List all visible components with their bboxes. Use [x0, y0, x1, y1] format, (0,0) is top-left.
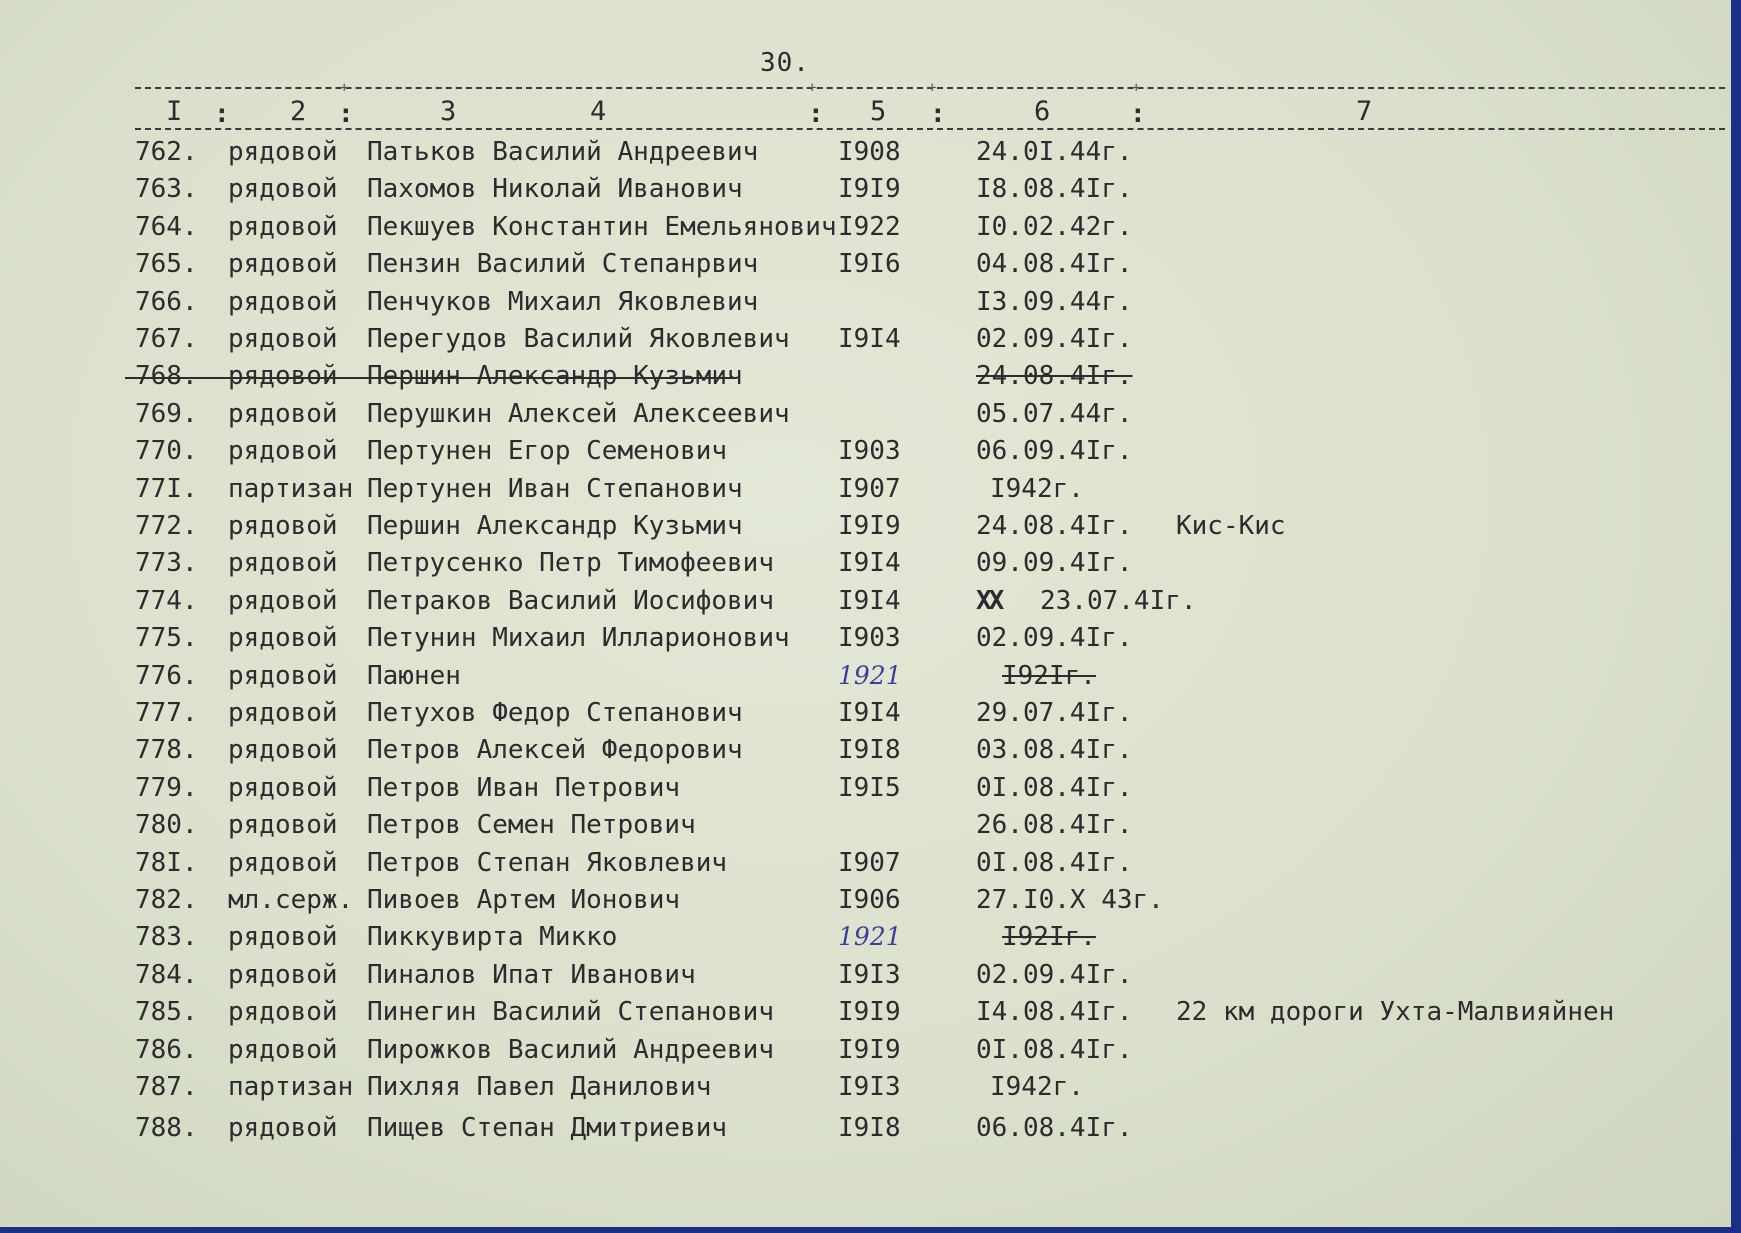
column-header-3: 3: [440, 96, 457, 127]
table-row: [0, 246, 1700, 282]
record-rank: рядовой: [228, 959, 338, 990]
record-name: Петухов Федор Степанович: [367, 698, 743, 728]
record-date: 23.07.4Iг.: [1040, 585, 1197, 616]
record-rank: партизан: [228, 1072, 354, 1102]
column-separator: :: [1130, 99, 1146, 129]
record-birth-year: 1921: [838, 660, 902, 690]
record-rank: рядовой: [228, 361, 338, 392]
record-date: 24.08.4Iг.: [976, 361, 1133, 392]
record-number: 776.: [135, 660, 198, 691]
record-rank: рядовой: [228, 286, 338, 317]
record-number: 769.: [135, 398, 198, 429]
record-date: 24.0I.44г.: [976, 137, 1133, 167]
header-tick: +: [928, 80, 937, 96]
record-name: Пивоев Артем Ионович: [367, 885, 681, 915]
table-row: [0, 471, 1700, 507]
record-birth-year: I906: [838, 885, 901, 915]
column-header-7: 7: [1356, 96, 1373, 127]
record-rank: рядовой: [228, 772, 338, 803]
record-date: I3.09.44г.: [976, 286, 1133, 317]
record-birth-year: I908: [838, 137, 901, 167]
record-number: 779.: [135, 772, 198, 803]
table-row: [0, 284, 1700, 320]
header-tick: +: [1132, 80, 1141, 96]
strike-through-line: [125, 377, 737, 379]
record-number: 775.: [135, 623, 198, 654]
record-number: 786.: [135, 1034, 198, 1065]
record-date: I92Iг.: [1002, 660, 1096, 691]
record-number: 773.: [135, 548, 198, 579]
column-header-4: 4: [590, 96, 607, 127]
column-header-2: 2: [290, 96, 307, 127]
record-date: 0I.08.4Iг.: [976, 847, 1133, 878]
record-date: 06.09.4Iг.: [976, 436, 1133, 467]
record-number: 774.: [135, 585, 198, 616]
record-date: 02.09.4Iг.: [976, 623, 1133, 654]
record-number: 777.: [135, 698, 198, 728]
record-rank: мл.серж.: [228, 885, 354, 915]
record-rank: рядовой: [228, 436, 338, 467]
record-number: 762.: [135, 137, 198, 167]
table-row: [0, 732, 1700, 768]
record-rank: рядовой: [228, 511, 338, 541]
record-number: 783.: [135, 922, 198, 953]
record-name: Пинегин Василий Степанович: [367, 997, 774, 1028]
record-name: Петров Алексей Федорович: [367, 735, 743, 766]
record-number: 77I.: [135, 473, 198, 504]
record-rank: рядовой: [228, 810, 338, 841]
table-row: [0, 807, 1700, 843]
record-date: 27.I0.X 43г.: [976, 885, 1164, 915]
table-row: [0, 620, 1700, 656]
record-rank: рядовой: [228, 137, 338, 167]
record-name: Пенчуков Михаил Яковлевич: [367, 286, 759, 317]
record-date: I92Iг.: [1002, 922, 1096, 953]
record-birth-year: I907: [838, 473, 901, 504]
table-row: [0, 919, 1700, 955]
record-number: 772.: [135, 511, 198, 541]
record-correction-mark: XX: [976, 585, 1002, 616]
record-number: 765.: [135, 249, 198, 280]
record-rank: рядовой: [228, 548, 338, 579]
record-number: 788.: [135, 1113, 198, 1144]
record-name: Паюнен: [367, 660, 461, 691]
record-rank: рядовой: [228, 324, 338, 354]
column-header-5: 5: [870, 96, 887, 127]
record-birth-year: I9I8: [838, 1113, 901, 1144]
table-row: [0, 845, 1700, 881]
column-separator: :: [214, 99, 230, 129]
record-date: 0I.08.4Iг.: [976, 1034, 1133, 1065]
record-number: 78I.: [135, 847, 198, 878]
record-rank: рядовой: [228, 249, 338, 280]
record-date: 0I.08.4Iг.: [976, 772, 1133, 803]
record-number: 785.: [135, 997, 198, 1028]
record-rank: рядовой: [228, 735, 338, 766]
record-number: 780.: [135, 810, 198, 841]
record-birth-year: I9I9: [838, 1034, 901, 1065]
record-birth-year: I9I9: [838, 174, 901, 205]
record-number: 766.: [135, 286, 198, 317]
record-name: Пертунен Иван Степанович: [367, 473, 743, 504]
record-date: I4.08.4Iг.: [976, 997, 1133, 1028]
record-rank: рядовой: [228, 623, 338, 654]
table-row: [0, 396, 1700, 432]
record-birth-year: I9I4: [838, 548, 901, 579]
record-date: I8.08.4Iг.: [976, 174, 1133, 205]
record-number: 782.: [135, 885, 198, 915]
table-row: [0, 321, 1700, 357]
table-row: [0, 209, 1700, 245]
table-row: [0, 770, 1700, 806]
record-name: Пирожков Василий Андреевич: [367, 1034, 774, 1065]
record-name: Петров Семен Петрович: [367, 810, 696, 841]
record-number: 787.: [135, 1072, 198, 1102]
table-row: [0, 1110, 1700, 1146]
record-rank: рядовой: [228, 1113, 338, 1144]
record-rank: рядовой: [228, 698, 338, 728]
table-row: [0, 545, 1700, 581]
header-tick: +: [808, 80, 817, 96]
record-birth-year: I9I3: [838, 1072, 901, 1102]
record-number: 784.: [135, 959, 198, 990]
record-date: 05.07.44г.: [976, 398, 1133, 429]
record-date: I942г.: [990, 473, 1084, 504]
record-name: Перегудов Василий Яковлевич: [367, 324, 790, 354]
column-separator: :: [930, 99, 946, 129]
record-birth-year: I9I3: [838, 959, 901, 990]
record-rank: рядовой: [228, 211, 338, 242]
record-rank: рядовой: [228, 585, 338, 616]
record-name: Пиккувирта Микко: [367, 922, 618, 953]
table-row: [0, 1069, 1700, 1105]
table-row: [0, 994, 1700, 1030]
table-row: [0, 1032, 1700, 1068]
column-separator: :: [808, 99, 824, 129]
record-name: Петров Степан Яковлевич: [367, 847, 728, 878]
table-row: [0, 957, 1700, 993]
column-separator: :: [338, 99, 354, 129]
column-header-6: 6: [1034, 96, 1051, 127]
record-birth-year: I9I4: [838, 698, 901, 728]
record-place: Кис-Кис: [1176, 511, 1286, 541]
record-name: Пищев Степан Дмитриевич: [367, 1113, 728, 1144]
record-date: 04.08.4Iг.: [976, 249, 1133, 280]
record-number: 764.: [135, 211, 198, 242]
record-date: 02.09.4Iг.: [976, 959, 1133, 990]
table-row: [0, 134, 1700, 170]
record-birth-year: I9I4: [838, 324, 901, 354]
page-number: 30.: [760, 48, 810, 78]
record-date: 03.08.4Iг.: [976, 735, 1133, 766]
record-date: 26.08.4Iг.: [976, 810, 1133, 841]
record-name: Петрусенко Петр Тимофеевич: [367, 548, 774, 579]
record-rank: рядовой: [228, 174, 338, 205]
record-number: 763.: [135, 174, 198, 205]
record-number: 767.: [135, 324, 198, 354]
record-birth-year: I9I8: [838, 735, 901, 766]
record-name: Пензин Василий Степанрвич: [367, 249, 759, 280]
table-row: [0, 171, 1700, 207]
record-rank: рядовой: [228, 398, 338, 429]
table-row: [0, 583, 1700, 619]
record-number: 778.: [135, 735, 198, 766]
record-date: 09.09.4Iг.: [976, 548, 1133, 579]
table-row: [0, 658, 1700, 694]
record-rank: рядовой: [228, 660, 338, 691]
record-name: Петраков Василий Иосифович: [367, 585, 774, 616]
header-rule-bottom: [135, 128, 1725, 130]
record-rank: рядовой: [228, 1034, 338, 1065]
record-name: Петунин Михаил Илларионович: [367, 623, 790, 654]
record-birth-year: I9I5: [838, 772, 901, 803]
record-number: 768.: [135, 361, 198, 392]
record-number: 770.: [135, 436, 198, 467]
record-name: Першин Александр Кузьмич: [367, 361, 743, 392]
record-date: I942г.: [990, 1072, 1084, 1102]
header-tick: +: [340, 80, 349, 96]
record-birth-year: I9I9: [838, 997, 901, 1028]
record-name: Патьков Василий Андреевич: [367, 137, 759, 167]
record-name: Пихляя Павел Данилович: [367, 1072, 712, 1102]
table-row: [0, 508, 1700, 544]
record-name: Петров Иван Петрович: [367, 772, 681, 803]
table-row: [0, 433, 1700, 469]
record-rank: рядовой: [228, 847, 338, 878]
record-date: 29.07.4Iг.: [976, 698, 1133, 728]
record-name: Пекшуев Константин Емельянович: [367, 211, 837, 242]
table-row: [0, 358, 1700, 394]
record-birth-year: I922: [838, 211, 901, 242]
record-name: Першин Александр Кузьмич: [367, 511, 743, 541]
record-name: Пертунен Егор Семенович: [367, 436, 728, 467]
record-birth-year: I903: [838, 436, 901, 467]
record-date: I0.02.42г.: [976, 211, 1133, 242]
record-birth-year: 1921: [838, 922, 902, 952]
record-name: Перушкин Алексей Алексеевич: [367, 398, 790, 429]
record-birth-year: I9I6: [838, 249, 901, 280]
record-date: 06.08.4Iг.: [976, 1113, 1133, 1144]
table-row: [0, 695, 1700, 731]
record-birth-year: I9I4: [838, 585, 901, 616]
record-rank: рядовой: [228, 997, 338, 1028]
record-name: Пиналов Ипат Иванович: [367, 959, 696, 990]
record-name: Пахомов Николай Иванович: [367, 174, 743, 205]
table-row: [0, 882, 1700, 918]
column-header-1: I: [166, 96, 183, 127]
record-rank: рядовой: [228, 922, 338, 953]
record-birth-year: I903: [838, 623, 901, 654]
record-rank: партизан: [228, 473, 354, 504]
record-birth-year: I9I9: [838, 511, 901, 541]
record-date: 02.09.4Iг.: [976, 324, 1133, 354]
record-birth-year: I907: [838, 847, 901, 878]
record-place: 22 км дороги Ухта-Малвияйнен: [1176, 997, 1615, 1028]
record-date: 24.08.4Iг.: [976, 511, 1133, 541]
